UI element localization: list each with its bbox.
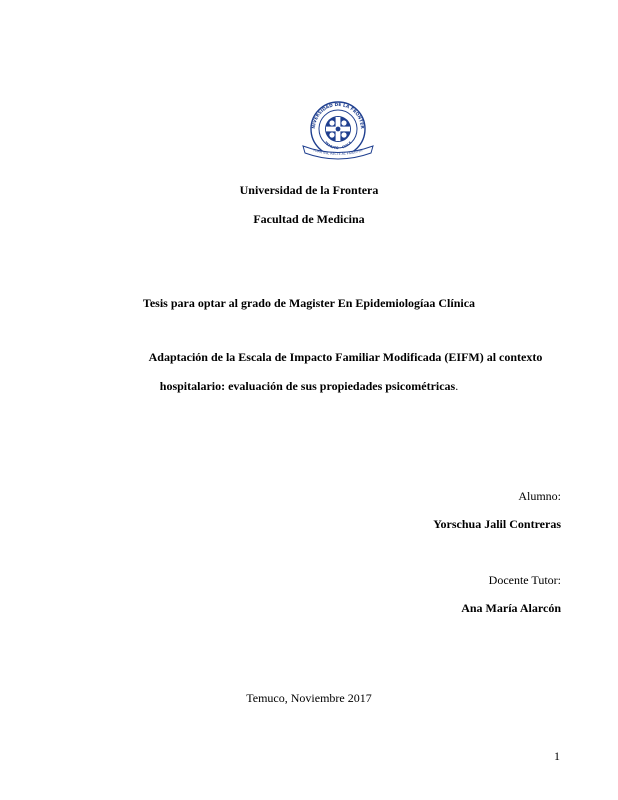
author-name: Yorschua Jalil Contreras: [433, 517, 561, 531]
author-label: Alumno:: [518, 489, 561, 503]
thesis-title-line-2: [0, 379, 618, 393]
university-name: Universidad de la Frontera: [239, 183, 379, 197]
page-number: 1: [554, 749, 560, 763]
place-date: Temuco, Noviembre 2017: [246, 691, 372, 705]
faculty-name: Facultad de Medicina: [253, 212, 365, 226]
university-seal-icon: [299, 99, 377, 165]
seal-text-bottom: TEMUCO - CHILE: [323, 140, 353, 151]
thesis-title-line-2-text: hospitalario: evaluación de sus propiedades psicométricas: [159, 379, 456, 393]
thesis-title-line-1: Adaptación de la Escala de Impacto Familiar Modificada (EIFM) al contexto: [148, 350, 543, 364]
tutor-name: Ana María Alarcón: [461, 601, 561, 615]
thesis-title-line-2-period: .: [455, 379, 459, 393]
seal-text-top: NIVERSIDAD DE LA FRONTER: [311, 102, 365, 130]
degree-line: Tesis para optar al grado de Magister En Epidemiologíaa Clínica: [142, 296, 476, 310]
tutor-label: Docente Tutor:: [488, 573, 561, 587]
seal-motto: FORTITER, RECTE AC FIDELITER: [312, 148, 364, 157]
